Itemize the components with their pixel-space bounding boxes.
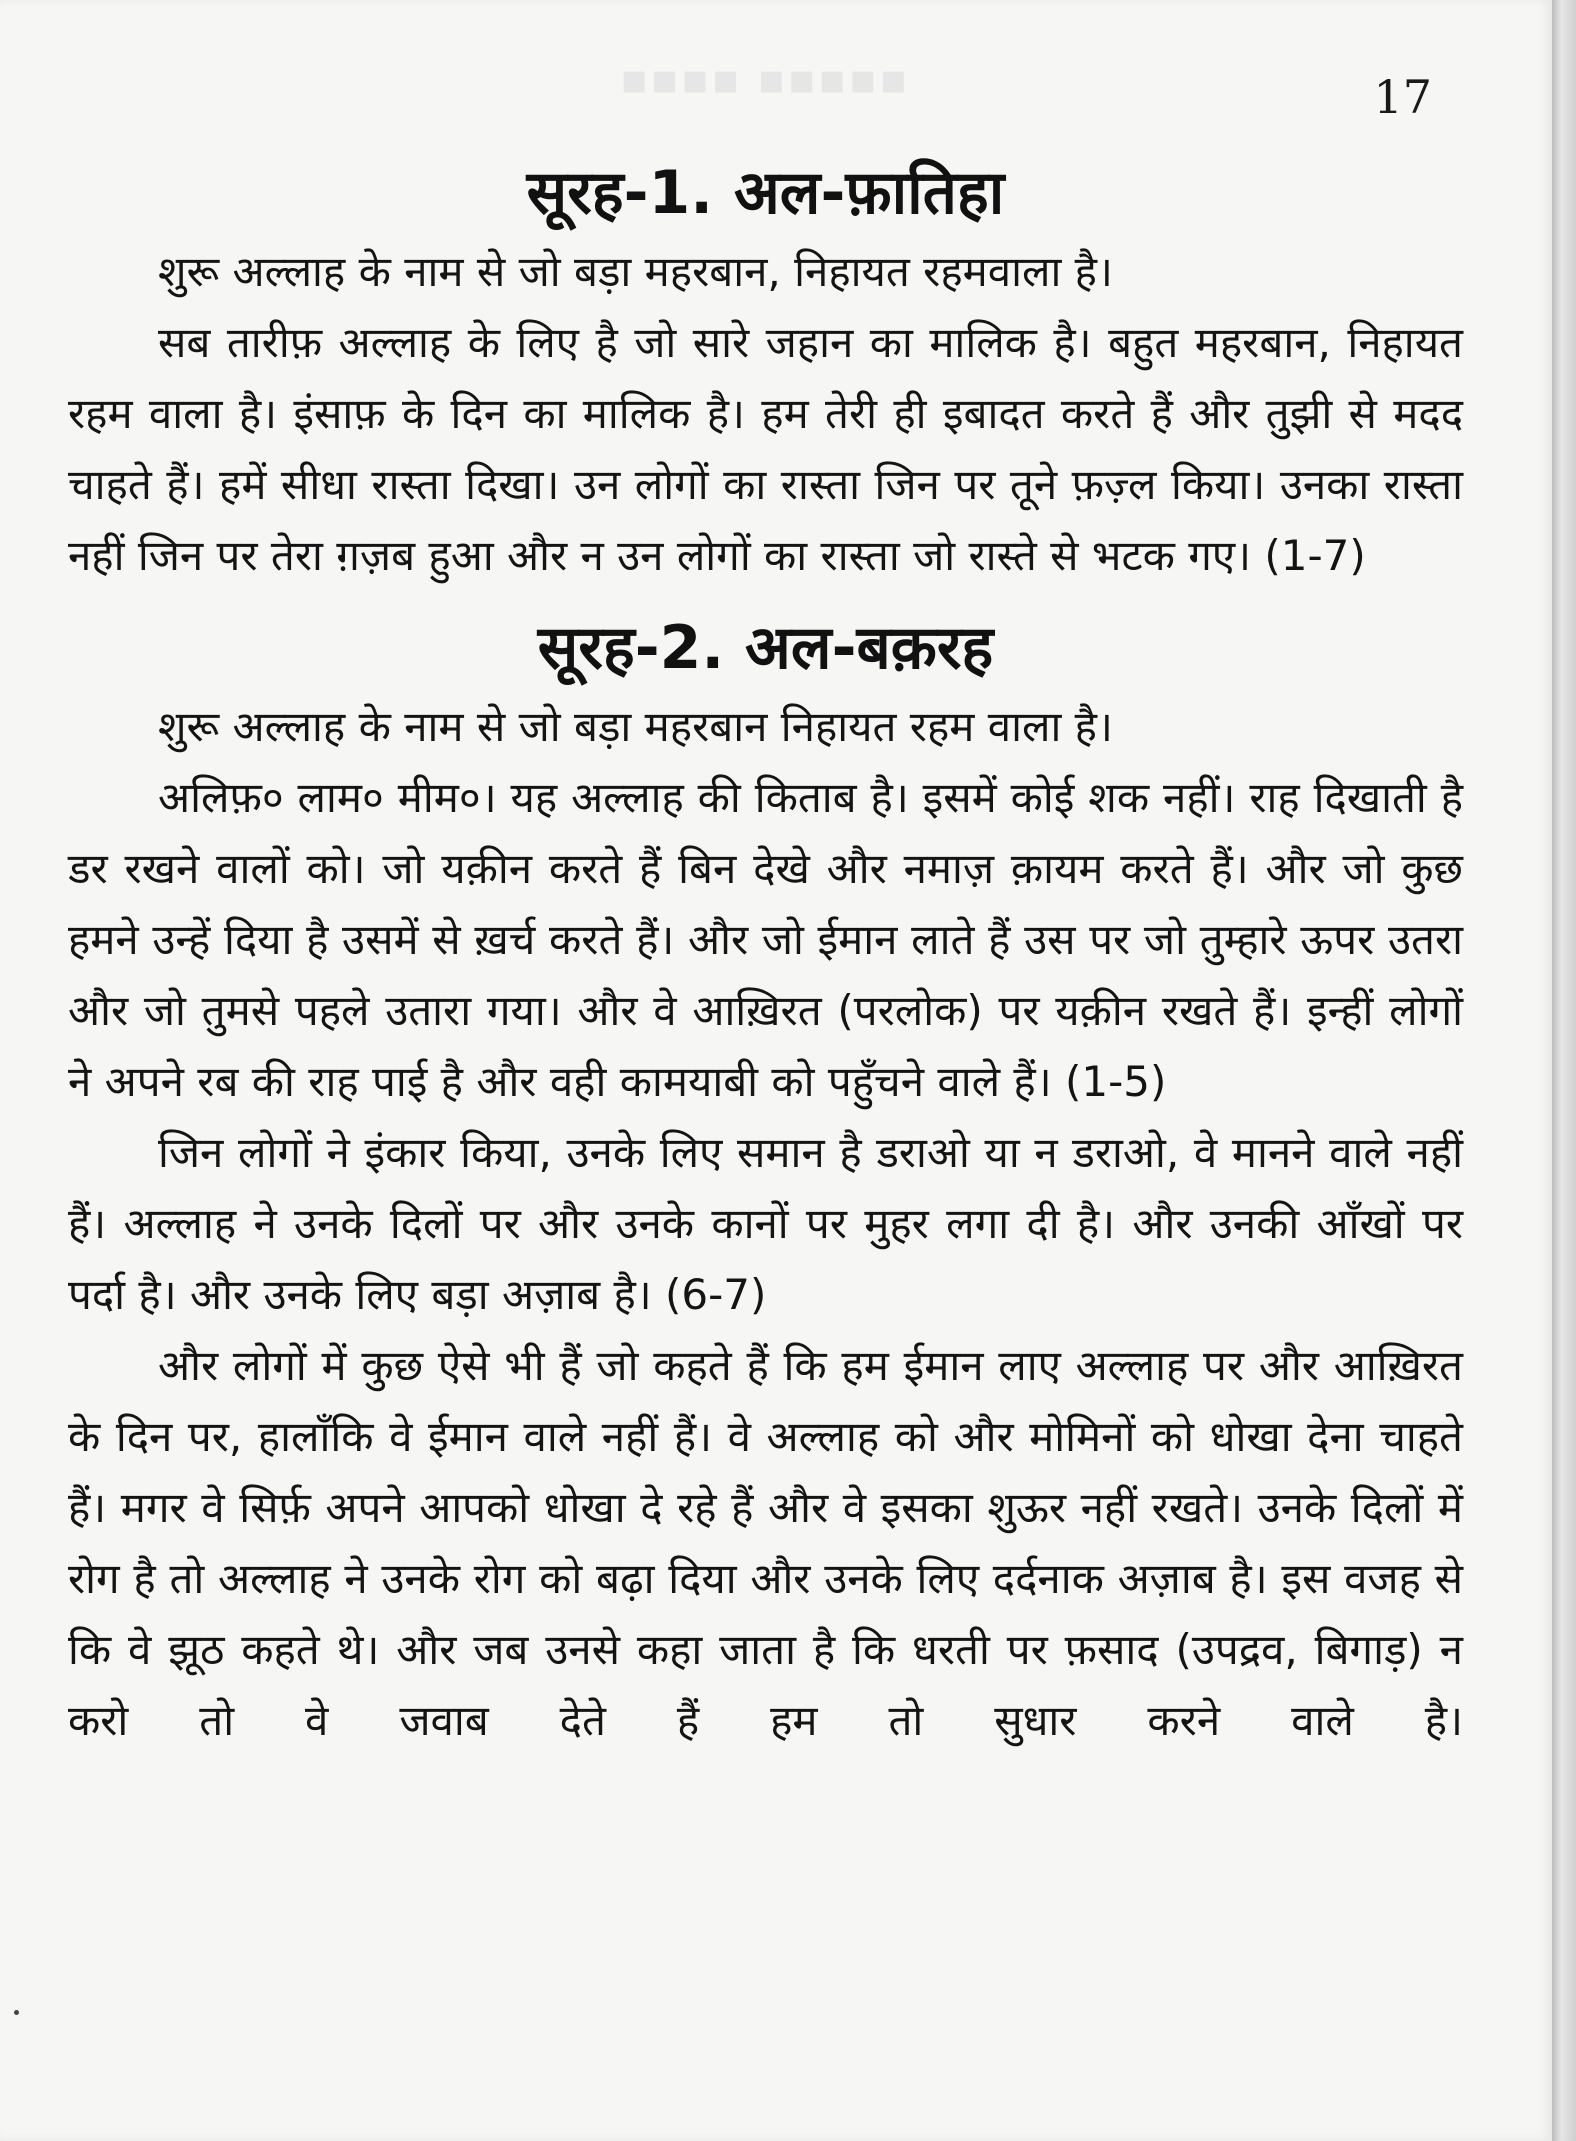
surah-1-title: सूरह-1. अल-फ़ातिहा [526,158,1005,228]
surah-2-verses-1-5: अलिफ़० लाम० मीम०। यह अल्लाह की किताब है। इसमें कोई शक नहीं। राह दिखाती है डर रखने वालों को। जो यक़ीन करते हैं बिन देखे और नमाज़ क़ायम करते हैं। और जो कुछ हमने उन्हें दिया है उसमें से ख़र्च करते हैं। और जो ईमान लाते हैं उस पर जो तुम्हारे ऊपर उतरा और जो तुमसे पहले उतारा गया। और वे आख़िरत (परलोक) पर यक़ीन रखते हैं। इन्हीं लोगों ने अपने रब की राह पाई है और वही कामयाबी को पहुँचने वाले हैं। (1-5) [68,773,1463,1106]
page-content [68,150,1463,1756]
surah-2-title: सूरह-2. अल-बक़रह [537,613,994,683]
surah-2-bismillah: शुरू अल्लाह के नाम से जो बड़ा महरबान निहायत रहम वाला है। [158,702,1113,751]
page-edge [1552,0,1576,2141]
surah-2-verses-6-7: जिन लोगों ने इंकार किया, उनके लिए समान है डराओ या न डराओ, वे मानने वाले नहीं हैं। अल्लाह ने उनके दिलों पर और उनके कानों पर मुहर लगा दी है। और उनकी आँखों पर पर्दा है। और उनके लिए बड़ा अज़ाब है। (6-7) [68,1128,1463,1319]
surah-1-bismillah: शुरू अल्लाह के नाम से जो बड़ा महरबान, निहायत रहमवाला है। [158,247,1113,296]
paper-speck [14,2010,19,2015]
surah-1-verses: सब तारीफ़ अल्लाह के लिए है जो सारे जहान का मालिक है। बहुत महरबान, निहायत रहम वाला है। इंसाफ़ के दिन का मालिक है। हम तेरी ही इबादत करते हैं और तुझी से मदद चाहते हैं। हमें सीधा रास्ता दिखा। उन लोगों का रास्ता जिन पर तूने फ़ज़्ल किया। उनका रास्ता नहीं जिन पर तेरा ग़ज़ब हुआ और न उन लोगों का रास्ता जो रास्ते से भटक गए। (1-7) [68,318,1463,580]
page-number: 17 [1373,70,1432,124]
show-through-text: ▪▪▪▪ ▪▪▪▪▪ [620,54,910,103]
surah-2-verses-8-11: और लोगों में कुछ ऐसे भी हैं जो कहते हैं कि हम ईमान लाए अल्लाह पर और आख़िरत के दिन पर, हालाँकि वे ईमान वाले नहीं हैं। वे अल्लाह को और मोमिनों को धोखा देना चाहते हैं। मगर वे सिर्फ़ अपने आपको धोखा दे रहे हैं और वे इसका शुऊर नहीं रखते। उनके दिलों में रोग है तो अल्लाह ने उनके रोग को बढ़ा दिया और उनके लिए दर्दनाक अज़ाब है। इस वजह से कि वे झूठ कहते थे। और जब उनसे कहा जाता है कि धरती पर फ़साद (उपद्रव, बिगाड़) न करो तो वे जवाब देते हैं हम तो सुधार करने वाले है। [68,1341,1463,1745]
